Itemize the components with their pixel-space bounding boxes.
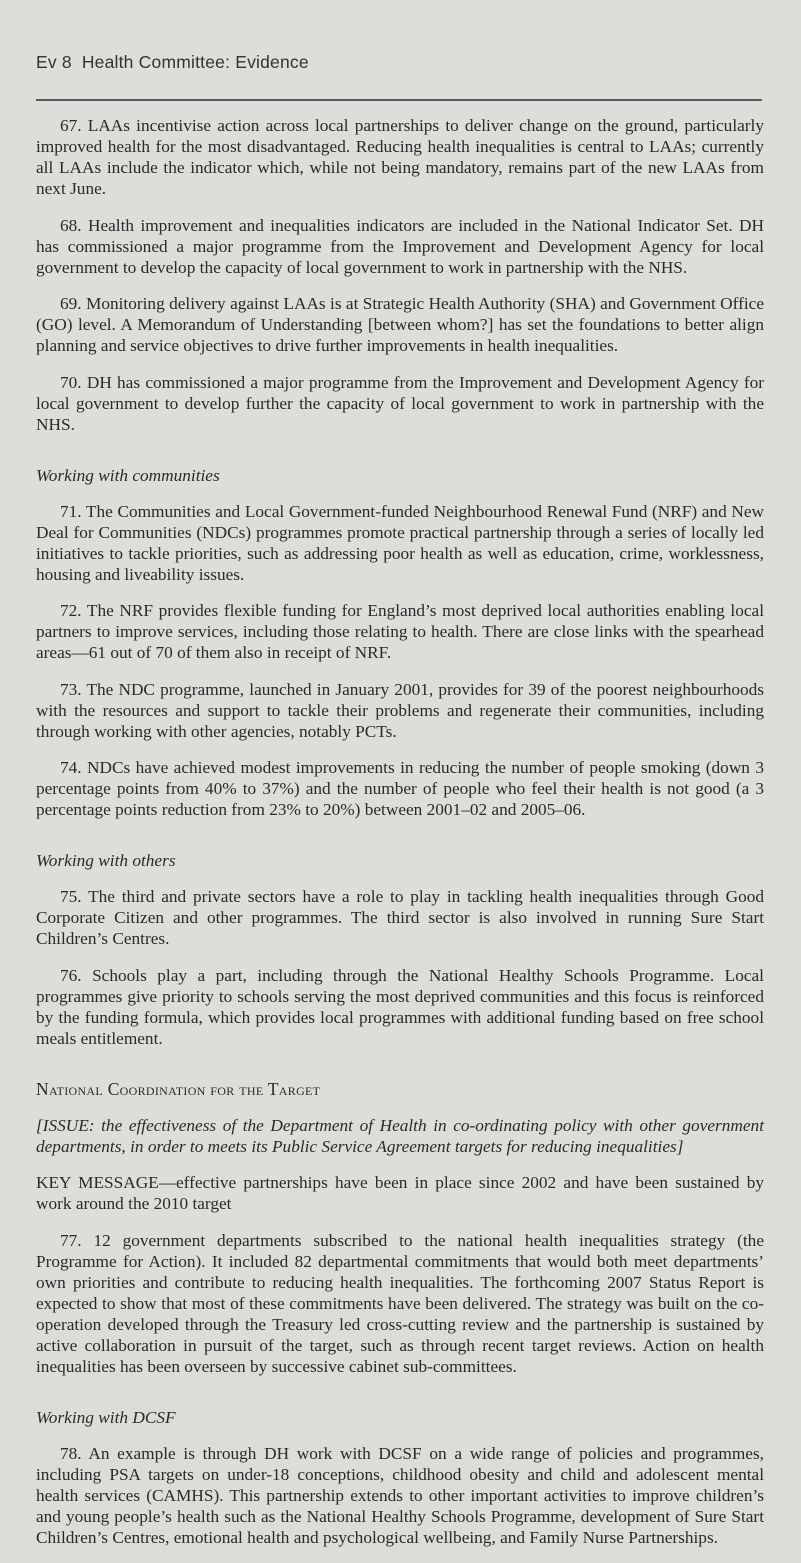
subheading-working-with-dcsf: Working with DCSF (36, 1407, 176, 1427)
page-reference: Ev 8 (36, 52, 72, 72)
section-heading-national-coordination: National Coordination for the Target (36, 1078, 321, 1099)
body-text (36, 115, 764, 1563)
subheading-working-with-others: Working with others (36, 851, 176, 870)
paragraph-70: 70. DH has commissioned a major programme from the Improvement and Development Agency for local government to develop further the capacity of local government to work in partnership with the NHS. (36, 372, 764, 434)
paragraph-68: 68. Health improvement and inequalities indicators are included in the National Indicator Set. DH has commissioned a major programme from the Improvement and Development Agency for local government to develop the capacity of local government to work in partnership with the NHS. (36, 215, 764, 277)
paragraph-76: 76. Schools play a part, including through the National Healthy Schools Programme. Local programmes give priority to schools serving the most deprived communities and this focus is reinforced by the funding formula, which provides local programmes with additional funding based on free school meals entitlement. (36, 965, 764, 1048)
issue-statement: [ISSUE: the effectiveness of the Department of Health in co-ordinating policy with other government departments, in order to meets its Public Service Agreement targets for reducing inequalities] (36, 1115, 764, 1156)
paragraph-71: 71. The Communities and Local Government-funded Neighbourhood Renewal Fund (NRF) and New Deal for Communities (NDCs) programmes promote practical partnership through a series of locally led initiatives to tackle priorities, such as addressing poor health as well as education, crime, worklessness, housing and liveability issues. (36, 501, 764, 584)
paragraph-67: 67. LAAs incentivise action across local partnerships to deliver change on the ground, particularly improved health for the most disadvantaged. Reducing health inequalities is central to LAAs; currently all LAAs include the indicator which, while not being mandatory, remains part of the new LAAs from next June. (36, 116, 764, 198)
paragraph-69: 69. Monitoring delivery against LAAs is at Strategic Health Authority (SHA) and Government Office (GO) level. A Memorandum of Understanding [between whom?] has set the foundations to better align planning and service objectives to drive further improvements in health inequalities. (36, 294, 764, 355)
key-message: KEY MESSAGE—effective partnerships have been in place since 2002 and have been sustained by work around the 2010 target (36, 1173, 764, 1213)
paragraph-74: 74. NDCs have achieved modest improvements in reducing the number of people smoking (down 3 percentage points from 40% to 37%) and the number of people who feel their health is not good (a 3 percentage points reduction from 23% to 20%) between 2001–02 and 2005–06. (36, 758, 764, 819)
paragraph-75: 75. The third and private sectors have a role to play in tackling health inequalities through Good Corporate Citizen and other programmes. The third sector is also involved in running Sure Start Children’s Centres. (36, 887, 764, 948)
paragraph-72: 72. The NRF provides flexible funding for England’s most deprived local authorities enabling local partners to improve services, including those relating to health. There are close links with the spearhead areas—61 out of 70 of them also in receipt of NRF. (36, 601, 764, 662)
publication-title: Health Committee: Evidence (81, 52, 309, 72)
subheading-working-with-communities: Working with communities (36, 465, 220, 485)
running-head (36, 52, 309, 73)
header-rule (36, 99, 762, 101)
paragraph-78: 78. An example is through DH work with DCSF on a wide range of policies and programmes, including PSA targets on under-18 conceptions, childhood obesity and child and adolescent mental health services (CAMHS). This partnership extends to other important activities to improve children’s and young people’s health such as the National Healthy Schools Programme, development of Sure Start Children’s Centres, emotional health and psychological wellbeing, and Family Nurse Partnerships. (36, 1443, 764, 1547)
paragraph-73: 73. The NDC programme, launched in January 2001, provides for 39 of the poorest neighbourhoods with the resources and support to tackle their problems and regenerate their communities, including through working with other agencies, notably PCTs. (36, 679, 764, 741)
paragraph-77: 77. 12 government departments subscribed to the national health inequalities strategy (the Programme for Action). It included 82 departmental commitments that would both meet departments’ own priorities and contribute to reducing health inequalities. The forthcoming 2007 Status Report is expected to show that most of these commitments have been delivered. The strategy was built on the co-operation developed through the Treasury led cross-cutting review and the partnership is sustained by active collaboration in pursuit of the target, such as through recent target reviews. Action on health inequalities has been overseen by successive cabinet sub-committees. (36, 1230, 764, 1376)
